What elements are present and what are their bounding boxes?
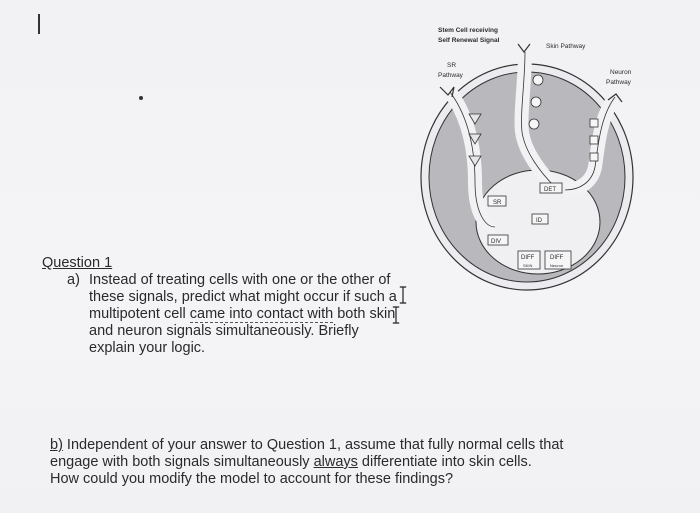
box-diff-skin: DIFF — [521, 255, 535, 261]
dashed-phrase: came into contact with — [189, 306, 334, 322]
text-cursor — [38, 14, 40, 34]
skin-receptor-icon — [518, 44, 530, 52]
q2-line2: engage with both signals simultaneously always differentiate into skin cells. — [50, 454, 532, 470]
box-diff-skin-sub: SKIN — [523, 263, 533, 268]
neuron-pathway-label-2: Pathway — [606, 79, 631, 86]
sr-pathway-label-2: Pathway — [438, 72, 463, 79]
question-1 — [42, 255, 419, 357]
q2-line3: How could you modify the model to account for these findings? — [50, 471, 454, 487]
neuron-pathway-label-1: Neuron — [610, 69, 632, 76]
question-2b-label: b) — [50, 437, 63, 453]
stray-dot — [139, 96, 143, 100]
q1-line2: these signals, predict what might occur if such a — [89, 289, 397, 305]
q1-line3: multipotent cell came into contact with both skin — [89, 306, 396, 322]
header-line2: Self Renewal Signal — [438, 37, 500, 44]
q1-line4: and neuron signals simultaneously. Briefly — [89, 323, 359, 339]
q1-line5: explain your logic. — [89, 340, 206, 356]
box-div: DIV — [491, 239, 502, 245]
header-line1: Stem Cell receiving — [438, 27, 498, 34]
question-1a-label: a) — [67, 272, 80, 288]
q1-line1: Instead of treating cells with one or the other of — [89, 272, 391, 288]
always-word: always — [313, 454, 358, 470]
box-id: ID — [536, 218, 542, 224]
skin-pathway-label: Skin Pathway — [546, 43, 586, 50]
box-det: DET — [544, 187, 556, 193]
box-diff-neuron-sub: Neuron — [550, 263, 564, 268]
q2-line1: b) Independent of your answer to Question 1, assume that fully normal cells that — [50, 437, 564, 453]
ibeam-cursor-icon — [399, 285, 407, 305]
question-1-body — [67, 272, 419, 357]
sr-pathway-label-1: SR — [447, 62, 457, 69]
box-diff-neuron: DIFF — [550, 255, 564, 261]
ibeam-cursor-icon-2 — [392, 305, 400, 325]
signaling-pathway-diagram — [420, 22, 650, 292]
question-1-title: Question 1 — [42, 255, 113, 271]
question-2 — [50, 437, 610, 488]
box-sr: SR — [493, 200, 502, 206]
